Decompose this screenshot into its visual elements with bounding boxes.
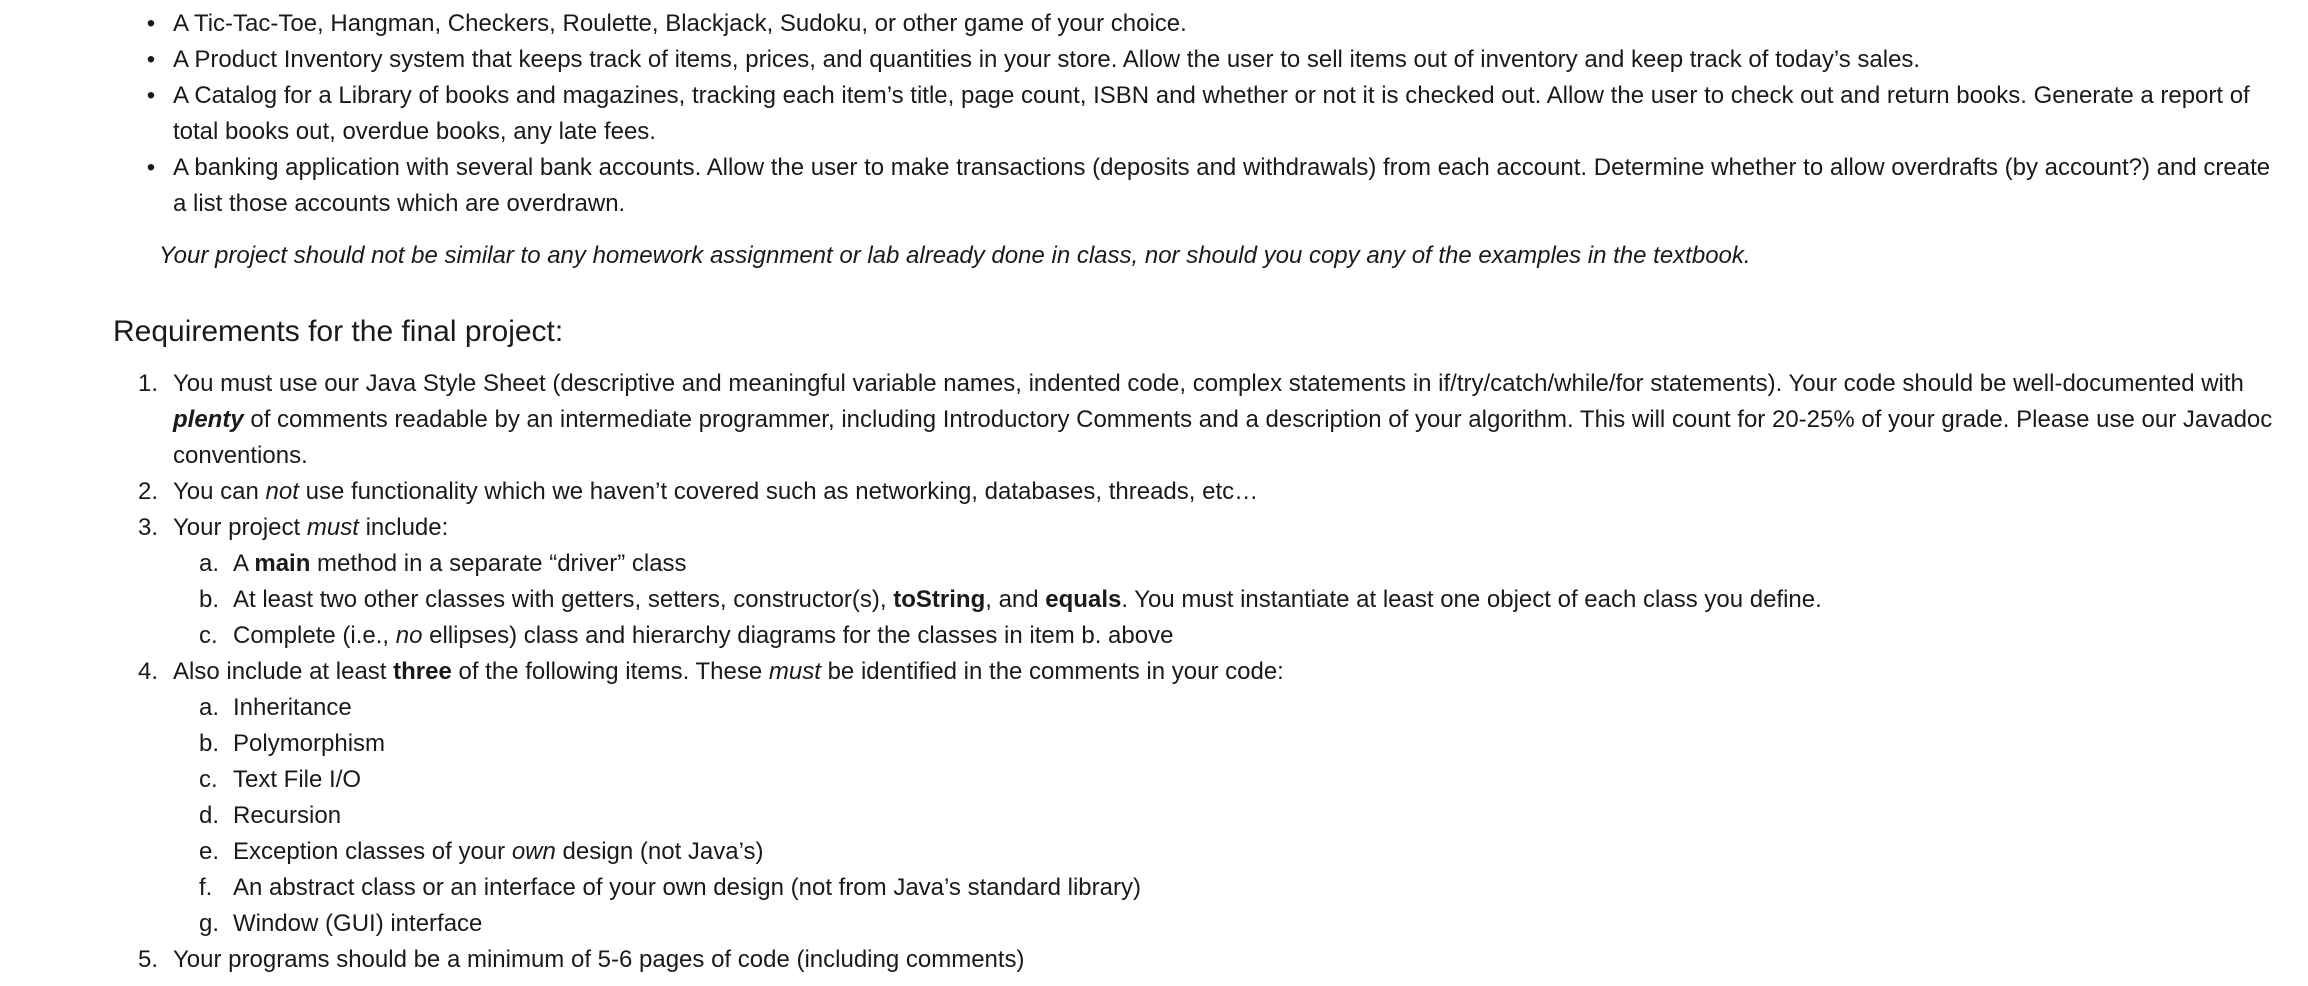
sub-item — [173, 798, 2283, 834]
bullet-text: A banking application with several bank accounts. Allow the user to make transactions (deposits and withdrawals) from each account. Determine whether to allow overdrafts (by account?) and create a list those accounts which are overdrawn. — [173, 154, 2271, 217]
requirement-text: You must use our Java Style Sheet (descriptive and meaningful variable names, indented code, complex statements in if/try/catch/while/for statements). Your code should be well-documented with — [173, 370, 2244, 397]
sub-item — [173, 690, 2283, 726]
emphasis-text: no — [395, 622, 423, 649]
sub-text: method in a separate “driver” class — [317, 550, 687, 577]
emphasis-text: three — [393, 658, 452, 685]
sub-letter: c. — [199, 766, 218, 793]
emphasis-text: toString — [893, 586, 986, 613]
item-number: 4. — [138, 658, 159, 685]
list-item — [0, 78, 2283, 150]
emphasis-text: must — [306, 514, 359, 541]
requirement-text: Also include at least — [173, 658, 387, 685]
sub-item — [173, 870, 2283, 906]
sub-text: Polymorphism — [233, 730, 386, 757]
requirements-list — [0, 366, 2300, 978]
item-number: 5. — [138, 946, 159, 973]
bullet-icon: • — [146, 82, 156, 109]
bullet-icon: • — [146, 46, 156, 73]
sub-text: Window (GUI) interface — [233, 910, 483, 937]
requirement-2 — [0, 474, 2283, 510]
bullet-text: A Tic-Tac-Toe, Hangman, Checkers, Roulette, Blackjack, Sudoku, or other game of your choice. — [173, 10, 1187, 37]
list-item — [0, 6, 2283, 42]
sub-text: Text File I/O — [233, 766, 362, 793]
sub-text: Exception classes of your — [233, 838, 506, 865]
bullet-icon: • — [146, 10, 156, 37]
emphasis-text: must — [768, 658, 821, 685]
sub-text: At least two other classes with getters, setters, constructor(s), — [233, 586, 887, 613]
sub-letter: d. — [199, 802, 220, 829]
requirement-text: You can — [173, 478, 259, 505]
requirement-1 — [0, 366, 2283, 474]
sub-letter: g. — [199, 910, 220, 937]
sub-letter: a. — [199, 694, 220, 721]
sub-item — [173, 546, 2283, 582]
sub-text: . You must instantiate at least one object of each class you define. — [1121, 586, 1822, 613]
list-item — [0, 42, 2283, 78]
sub-item — [173, 834, 2283, 870]
item-number: 3. — [138, 514, 159, 541]
emphasis-text: not — [265, 478, 299, 505]
sub-text: ellipses) class and hierarchy diagrams for the classes in item b. above — [429, 622, 1174, 649]
project-ideas-list — [0, 6, 2300, 222]
bullet-icon: • — [146, 154, 156, 181]
sub-text: , and — [985, 586, 1039, 613]
item-number: 1. — [138, 370, 159, 397]
sub-text: design (not Java’s) — [562, 838, 764, 865]
sub-letter: b. — [199, 730, 220, 757]
sub-letter: b. — [199, 586, 220, 613]
bullet-text: A Product Inventory system that keeps track of items, prices, and quantities in your store. Allow the user to sell items out of inventory and keep track of today’s sales. — [173, 46, 1921, 73]
originality-note: Your project should not be similar to any homework assignment or lab already done in class, nor should you copy any of the examples in the textbook. — [159, 242, 1751, 269]
sub-item — [173, 582, 2283, 618]
requirement-4 — [0, 654, 2283, 942]
emphasis-text: own — [511, 838, 556, 865]
emphasis-text: equals — [1045, 586, 1122, 613]
sub-item — [173, 618, 2283, 654]
requirement-text: be identified in the comments in your code: — [827, 658, 1284, 685]
item-number: 2. — [138, 478, 159, 505]
requirement-3 — [0, 510, 2283, 654]
requirement-text: of comments readable by an intermediate programmer, including Introductory Comments and a description of your algorithm. This will count for 20-25% of your grade. Please use our Javadoc conventions. — [173, 406, 2273, 469]
sub-list — [173, 690, 2283, 942]
sub-item — [173, 726, 2283, 762]
sub-item — [173, 906, 2283, 942]
requirement-text: Your project — [173, 514, 301, 541]
sub-letter: c. — [199, 622, 218, 649]
requirement-5 — [0, 942, 2283, 978]
sub-text: Recursion — [233, 802, 342, 829]
sub-letter: a. — [199, 550, 220, 577]
emphasis-text: plenty — [173, 406, 244, 433]
sub-text: Inheritance — [233, 694, 352, 721]
sub-letter: e. — [199, 838, 220, 865]
list-item — [0, 150, 2283, 222]
sub-list — [173, 546, 2283, 654]
sub-item — [173, 762, 2283, 798]
requirement-text: of the following items. These — [458, 658, 763, 685]
sub-letter: f. — [199, 874, 213, 901]
requirements-heading: Requirements for the final project: — [113, 315, 564, 348]
requirement-text: Your programs should be a minimum of 5-6 pages of code (including comments) — [173, 946, 1025, 973]
requirement-text: use functionality which we haven’t covered such as networking, databases, threads, etc… — [305, 478, 1259, 505]
sub-text: An abstract class or an interface of your own design (not from Java’s standard library) — [233, 874, 1141, 901]
requirement-text: include: — [365, 514, 449, 541]
emphasis-text: main — [254, 550, 311, 577]
bullet-text: A Catalog for a Library of books and magazines, tracking each item’s title, page count, ISBN and whether or not it is checked out. Allow the user to check out and return books. Generate a report of total books out, overdue books, any late fees. — [173, 82, 2250, 145]
sub-text: A — [233, 550, 248, 577]
sub-text: Complete (i.e., — [233, 622, 390, 649]
